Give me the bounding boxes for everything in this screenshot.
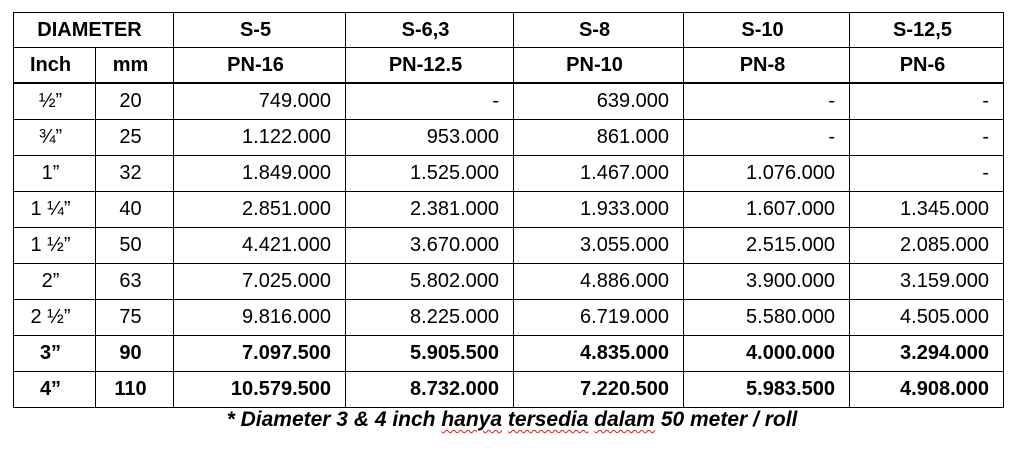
pn-header-8: PN-8	[684, 48, 850, 84]
inch-cell: ¾”	[14, 120, 96, 156]
price-cell: 5.983.500	[684, 372, 850, 408]
price-cell: 4.886.000	[514, 264, 684, 300]
price-cell: 2.085.000	[850, 228, 1004, 264]
inch-cell: 2”	[14, 264, 96, 300]
price-cell: 8.732.000	[346, 372, 514, 408]
price-cell: 1.607.000	[684, 192, 850, 228]
price-cell: 1.933.000	[514, 192, 684, 228]
price-cell: -	[850, 120, 1004, 156]
table-row	[14, 336, 1004, 372]
price-cell: 8.225.000	[346, 300, 514, 336]
table-row	[14, 228, 1004, 264]
price-cell: 3.900.000	[684, 264, 850, 300]
price-cell: 5.802.000	[346, 264, 514, 300]
table-row	[14, 120, 1004, 156]
note-word-tersedia: tersedia	[507, 408, 589, 431]
note-text-start: * Diameter 3 & 4 inch	[226, 408, 442, 431]
mm-cell: 50	[96, 228, 174, 264]
price-cell: 5.580.000	[684, 300, 850, 336]
price-cell: 4.421.000	[174, 228, 346, 264]
price-cell: 1.122.000	[174, 120, 346, 156]
mm-cell: 40	[96, 192, 174, 228]
price-cell: 861.000	[514, 120, 684, 156]
price-cell: 3.055.000	[514, 228, 684, 264]
pn-header-10: PN-10	[514, 48, 684, 84]
inch-header: Inch	[14, 48, 96, 84]
price-cell: 953.000	[346, 120, 514, 156]
table-row	[14, 83, 1004, 120]
table-row	[14, 300, 1004, 336]
price-cell: 1.076.000	[684, 156, 850, 192]
price-cell: 3.294.000	[850, 336, 1004, 372]
inch-cell: 2 ½”	[14, 300, 96, 336]
price-cell: 4.000.000	[684, 336, 850, 372]
price-cell: 2.515.000	[684, 228, 850, 264]
price-cell: 7.220.500	[514, 372, 684, 408]
price-cell: 1.467.000	[514, 156, 684, 192]
series-header-s63: S-6,3	[346, 13, 514, 48]
price-cell: -	[346, 83, 514, 120]
pn-header-125: PN-12.5	[346, 48, 514, 84]
price-cell: -	[684, 120, 850, 156]
note-text-end: 50 meter / roll	[654, 408, 798, 431]
pn-header-16: PN-16	[174, 48, 346, 84]
mm-cell: 75	[96, 300, 174, 336]
series-header-s125: S-12,5	[850, 13, 1004, 48]
price-cell: 639.000	[514, 83, 684, 120]
price-cell: 4.835.000	[514, 336, 684, 372]
price-cell: -	[850, 83, 1004, 120]
inch-cell: 1 ½”	[14, 228, 96, 264]
price-cell: 4.505.000	[850, 300, 1004, 336]
mm-cell: 110	[96, 372, 174, 408]
price-cell: 1.525.000	[346, 156, 514, 192]
mm-cell: 20	[96, 83, 174, 120]
price-cell: 10.579.500	[174, 372, 346, 408]
diameter-header: DIAMETER	[14, 13, 174, 48]
price-cell: 5.905.500	[346, 336, 514, 372]
header-row-pressure	[14, 48, 1004, 84]
inch-cell: 4”	[14, 372, 96, 408]
inch-cell: ½”	[14, 83, 96, 120]
table-row	[14, 372, 1004, 408]
price-cell: 2.381.000	[346, 192, 514, 228]
series-header-s8: S-8	[514, 13, 684, 48]
series-header-s5: S-5	[174, 13, 346, 48]
price-cell: 6.719.000	[514, 300, 684, 336]
inch-cell: 1 ¼”	[14, 192, 96, 228]
price-cell: 3.670.000	[346, 228, 514, 264]
inch-cell: 3”	[14, 336, 96, 372]
price-cell: 1.849.000	[174, 156, 346, 192]
table-row	[14, 192, 1004, 228]
mm-cell: 25	[96, 120, 174, 156]
price-cell: 4.908.000	[850, 372, 1004, 408]
pn-header-6: PN-6	[850, 48, 1004, 84]
note-word-hanya: hanya	[441, 408, 503, 431]
price-cell: 7.097.500	[174, 336, 346, 372]
price-cell: -	[684, 83, 850, 120]
price-table	[13, 12, 1004, 408]
table-row	[14, 156, 1004, 192]
mm-header: mm	[96, 48, 174, 84]
header-row-series	[14, 13, 1004, 48]
price-cell: 749.000	[174, 83, 346, 120]
mm-cell: 63	[96, 264, 174, 300]
inch-cell: 1”	[14, 156, 96, 192]
mm-cell: 32	[96, 156, 174, 192]
price-cell: 9.816.000	[174, 300, 346, 336]
price-cell: 1.345.000	[850, 192, 1004, 228]
mm-cell: 90	[96, 336, 174, 372]
price-cell: 7.025.000	[174, 264, 346, 300]
price-cell: 3.159.000	[850, 264, 1004, 300]
table-row	[14, 264, 1004, 300]
availability-note	[0, 408, 1024, 432]
price-cell: 2.851.000	[174, 192, 346, 228]
note-word-dalam: dalam	[594, 408, 655, 431]
price-cell: -	[850, 156, 1004, 192]
series-header-s10: S-10	[684, 13, 850, 48]
